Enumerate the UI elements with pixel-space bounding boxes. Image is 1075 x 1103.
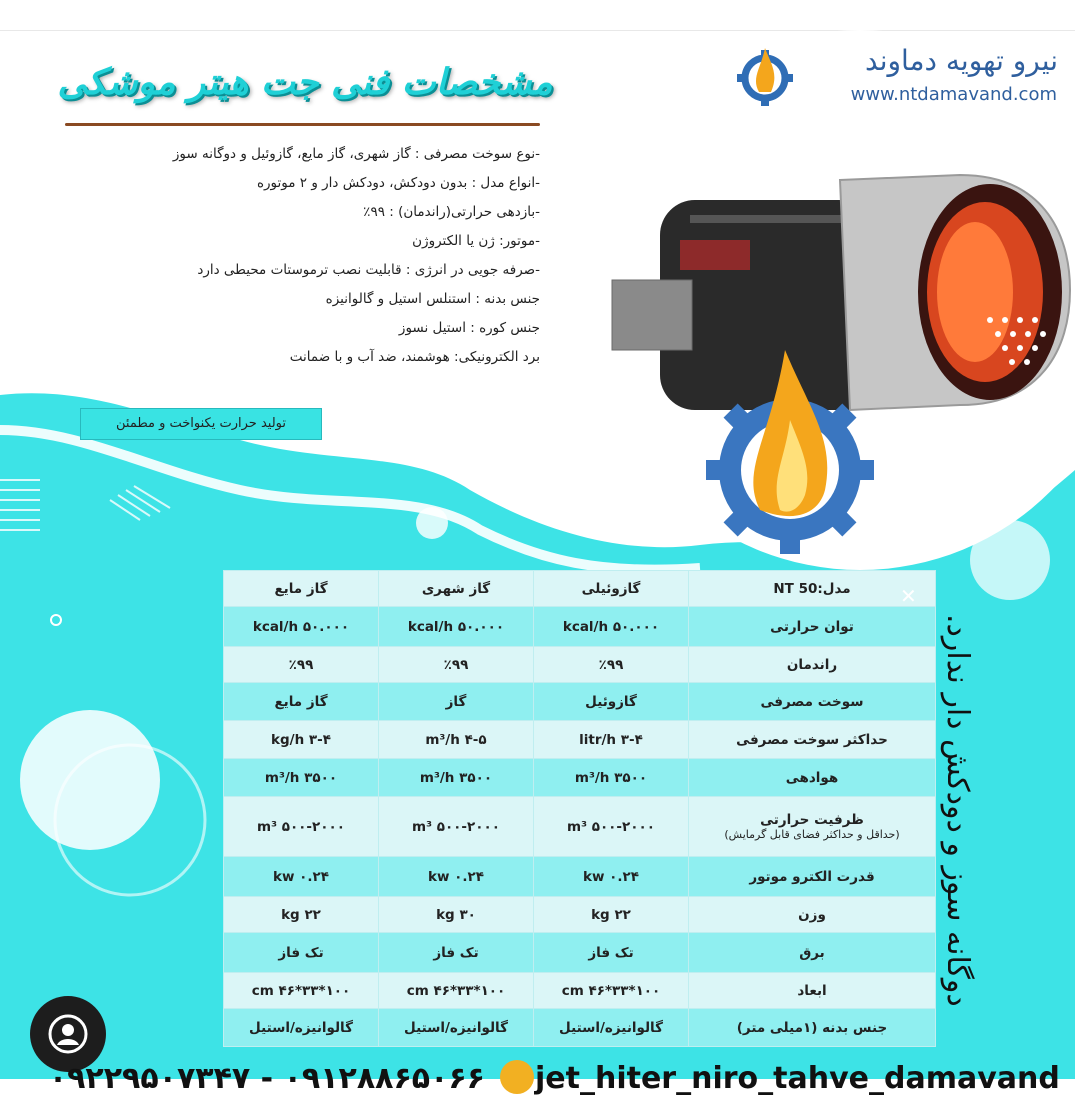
table-header-row (224, 571, 936, 607)
cell: ۰.۲۴ kw (534, 857, 689, 897)
table-row (224, 721, 936, 759)
table-header-cell: گاز مایع (224, 571, 379, 607)
side-note: دوگانه سوز و دودکش دار ندارد. (940, 613, 975, 1007)
cell: ٪۹۹ (534, 647, 689, 683)
cell: گازوئیل (534, 683, 689, 721)
cell: ۳۵۰۰ m³/h (534, 759, 689, 797)
cell: ۵۰۰-۲۰۰۰ m³ (224, 797, 379, 857)
row-label-main: ظرفیت حرارتی (760, 812, 864, 828)
cell: گالوانیزه/استیل (379, 1009, 534, 1047)
footer-instagram: jet_hiter_niro_tahve_damavand (535, 1061, 1060, 1096)
cell: ۵۰۰-۲۰۰۰ m³ (534, 797, 689, 857)
cell: ٪۹۹ (224, 647, 379, 683)
row-label: جنس بدنه (۱میلی متر) (689, 1009, 936, 1047)
cell: ۳۵۰۰ m³/h (224, 759, 379, 797)
spec-item: -نوع سوخت مصرفی : گاز شهری، گاز مایع، گازوئیل و دوگانه سوز (172, 146, 540, 162)
spec-item: برد الکترونیکی: هوشمند، ضد آب و با ضمانت (289, 349, 540, 365)
cell: ٪۹۹ (379, 647, 534, 683)
cell: ۳۰ kg (379, 897, 534, 933)
cell: گاز مایع (224, 683, 379, 721)
title-underline (65, 123, 540, 126)
row-label: حداکثر سوخت مصرفی (689, 721, 936, 759)
cell: ۰.۲۴ kw (224, 857, 379, 897)
row-label: هوادهی (689, 759, 936, 797)
cell: ۳-۴ litr/h (534, 721, 689, 759)
cell: ۴-۵ m³/h (379, 721, 534, 759)
cell: ۱۰۰*۳۳*۴۶ cm (379, 973, 534, 1009)
table-row (224, 797, 936, 857)
table-row (224, 973, 936, 1009)
table-header-cell: گازوئیلی (534, 571, 689, 607)
jet-heater-image (612, 175, 1070, 410)
row-label: راندمان (689, 647, 936, 683)
spec-item: -بازدهی حرارتی(راندمان) : ۹۹٪ (363, 204, 540, 220)
cell: گالوانیزه/استیل (224, 1009, 379, 1047)
cell: ۵۰.۰۰۰ kcal/h (224, 607, 379, 647)
cell: ۲۲ kg (224, 897, 379, 933)
table-row (224, 759, 936, 797)
cell: تک فاز (534, 933, 689, 973)
table-row (224, 933, 936, 973)
table-row (224, 1009, 936, 1047)
table-row (224, 683, 936, 721)
footer-phones: ۰۹۱۲۸۸۶۵۰۶۶ - ۰۹۲۲۹۵۰۷۳۴۷ (48, 1061, 485, 1096)
cell: ۱۰۰*۳۳*۴۶ cm (534, 973, 689, 1009)
table-header-cell: مدل:NT 50 (689, 571, 936, 607)
table-row (224, 607, 936, 647)
cell: ۳-۴ kg/h (224, 721, 379, 759)
table-row (224, 897, 936, 933)
cell: ۵۰۰-۲۰۰۰ m³ (379, 797, 534, 857)
cell: گالوانیزه/استیل (534, 1009, 689, 1047)
row-label: وزن (689, 897, 936, 933)
brand-url[interactable]: www.ntdamavand.com (850, 84, 1057, 105)
row-label: توان حرارتی (689, 607, 936, 647)
row-label (689, 797, 936, 857)
user-icon (48, 1014, 88, 1054)
feature-badge: تولید حرارت یکنواخت و مطمئن (80, 408, 322, 440)
row-label: قدرت الکترو موتور (689, 857, 936, 897)
table-header-cell: گاز شهری (379, 571, 534, 607)
table-row (224, 857, 936, 897)
cell: تک فاز (224, 933, 379, 973)
spec-item: -انواع مدل : بدون دودکش، دودکش دار و ۲ موتوره (256, 175, 540, 191)
cell: ۲۲ kg (534, 897, 689, 933)
row-label: ابعاد (689, 973, 936, 1009)
cell: ۱۰۰*۳۳*۴۶ cm (224, 973, 379, 1009)
spec-item: -صرفه جویی در انرژی : قابلیت نصب ترموستات محیطی دارد (197, 262, 540, 278)
close-icon[interactable]: ✕ (900, 584, 917, 608)
page-title: مشخصات فنی جت هیتر موشکی (57, 62, 553, 103)
row-label-sub: (حداقل و حداکثر فضای قابل گرمایش) (724, 828, 900, 841)
cell: ۵۰.۰۰۰ kcal/h (534, 607, 689, 647)
spec-item: جنس بدنه : استنلس استیل و گالوانیزه (325, 291, 540, 307)
cell: گاز (379, 683, 534, 721)
spec-list (60, 140, 540, 372)
spec-table (223, 570, 899, 1047)
table-row (224, 647, 936, 683)
cell: ۳۵۰۰ m³/h (379, 759, 534, 797)
spec-item: -موتور: ژن یا الکتروژن (412, 233, 540, 249)
cell: ۰.۲۴ kw (379, 857, 534, 897)
cell: ۵۰.۰۰۰ kcal/h (379, 607, 534, 647)
spec-item: جنس کوره : استیل نسوز (398, 320, 540, 336)
cell: تک فاز (379, 933, 534, 973)
row-label: سوخت مصرفی (689, 683, 936, 721)
row-label: برق (689, 933, 936, 973)
brand-name: نیرو تهویه دماوند (865, 44, 1058, 77)
instagram-dot-icon (500, 1060, 534, 1094)
